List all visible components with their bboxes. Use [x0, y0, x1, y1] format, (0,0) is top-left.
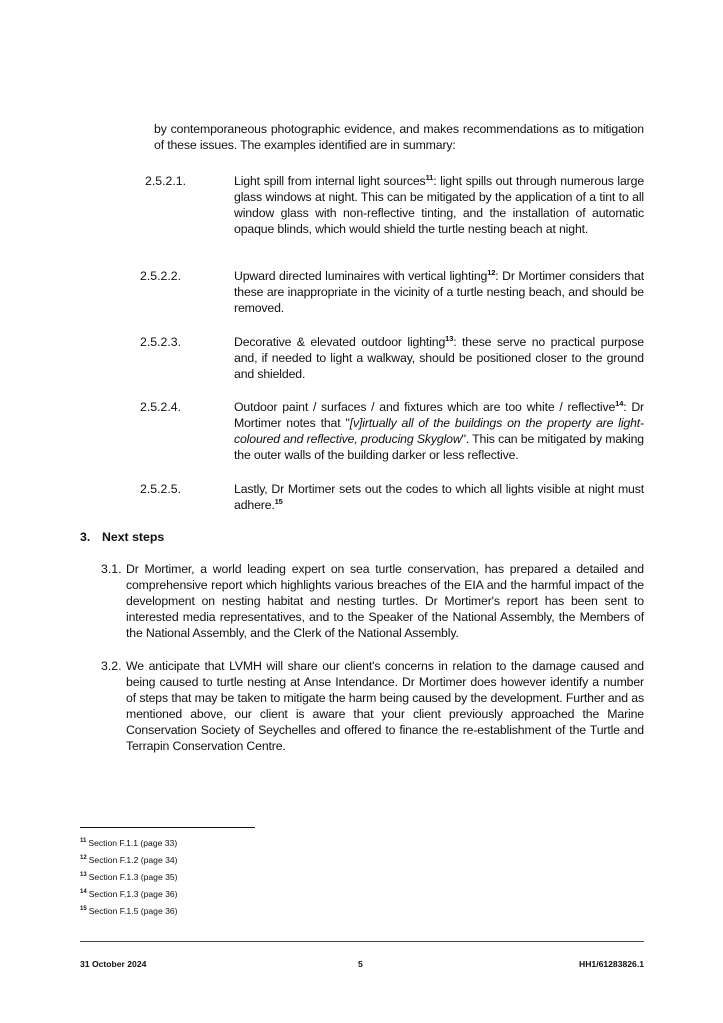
subsection-text-end: ". This can be mitigated by making the outer walls of the building darker or less reflective. — [234, 432, 644, 462]
subsection-number: 2.5.2.1. — [145, 174, 187, 188]
paragraph-number: 3.2. — [101, 659, 122, 673]
section-number: 3. — [80, 530, 91, 544]
footnote-text: Section F.1.3 (page 35) — [88, 872, 178, 882]
footnote — [80, 903, 178, 920]
quote-italic: [v]irtually all of the buildings on the property are light-coloured and reflective, producing Skyglow — [234, 416, 645, 446]
footnote — [80, 852, 178, 869]
subsection-number: 2.5.2.3. — [140, 335, 182, 349]
subsection-body — [234, 481, 644, 513]
footnote-text: Section F.1.2 (page 34) — [88, 855, 178, 865]
footer-rule — [80, 941, 644, 942]
subsection-text: : these serve no practical purpose and, if needed to light a walkway, should be positioned closer to the ground and shielded. — [234, 335, 644, 381]
subsection-number: 2.5.2.2. — [140, 269, 182, 283]
subsection-body — [234, 399, 644, 463]
subsection-number: 2.5.2.5. — [140, 482, 182, 496]
footnotes — [80, 835, 178, 920]
paragraph-body: We anticipate that LVMH will share our client's concerns in relation to the damage caused and being caused to turtle nesting at Anse Intendance. Dr Mortimer does however identify a number of steps that may be taken to mitigate the harm being caused by the development. Further and as mentioned above, our client is aware that your client previously approached the Marine Conservation Society of Seychelles and offered to finance the re-establishment of the Turtle and Terrapin Conservation Centre. — [126, 659, 644, 753]
footnote — [80, 835, 178, 852]
footnote-ref: 14 — [615, 398, 624, 408]
footnote-number: 11 — [80, 838, 87, 845]
paragraph-body: Dr Mortimer, a world leading expert on sea turtle conservation, has prepared a detailed and comprehensive report which highlights various breaches of the EIA and the harmful impact of the development on nesting habitat and nesting turtles. Dr Mortimer's report has been sent to interested media representatives, and to the Speaker of the National Assembly, the Members of the National Assembly, and the Clerk of the National Assembly. — [126, 562, 644, 640]
footnote-number: 14 — [80, 889, 87, 896]
footer-date: 31 October 2024 — [80, 959, 147, 969]
section-heading — [80, 529, 164, 545]
intro-paragraph: by contemporaneous photographic evidence, and makes recommendations as to mitigation of these issues. The examples identified are in summary: — [154, 122, 644, 152]
footnote-ref: 15 — [274, 496, 283, 506]
subsection-number: 2.5.2.4. — [140, 400, 182, 414]
footnote-text: Section F.1.3 (page 36) — [88, 889, 178, 899]
section-title: Next steps — [102, 530, 165, 544]
document-reference: HH1/61283826.1 — [579, 959, 644, 969]
footnote — [80, 886, 178, 903]
paragraph-number: 3.1. — [101, 562, 122, 576]
footnote-ref: 13 — [445, 333, 454, 343]
subsection-text: : Dr Mortimer considers that these are inappropriate in the vicinity of a turtle nesting beach, and should be removed. — [234, 269, 644, 315]
page-number: 5 — [358, 959, 363, 969]
subsection-lead: Light spill from internal light sources — [234, 174, 426, 188]
subsection-body — [234, 334, 644, 382]
footnote — [80, 869, 178, 886]
footnote-ref: 12 — [487, 267, 496, 277]
subsection-body — [234, 268, 644, 316]
footnote-number: 12 — [80, 855, 87, 862]
subsection-lead: Decorative & elevated outdoor lighting — [234, 335, 446, 349]
footnote-text: Section F.1.1 (page 33) — [88, 838, 178, 848]
subsection-body — [234, 173, 644, 237]
footnote-number: 15 — [80, 906, 87, 913]
subsection-lead: Lastly, Dr Mortimer sets out the codes to which all lights visible at night must adhere. — [234, 482, 644, 512]
subsection-text: : light spills out through numerous large glass windows at night. This can be mitigated by the application of a tint to all window glass with non-reflective tinting, and the installation of automatic opaque blinds, which would shield the turtle nesting beach at night. — [234, 174, 645, 236]
footnote-number: 13 — [80, 872, 87, 879]
subsection-text: : Dr Mortimer notes that " — [234, 400, 644, 430]
footnote-separator — [80, 827, 255, 828]
subsection-lead: Upward directed luminaires with vertical lighting — [234, 269, 488, 283]
subsection-lead: Outdoor paint / surfaces / and fixtures which are too white / reflective — [234, 400, 616, 414]
footnote-text: Section F.1.5 (page 36) — [88, 906, 178, 916]
footnote-ref: 11 — [425, 172, 434, 182]
